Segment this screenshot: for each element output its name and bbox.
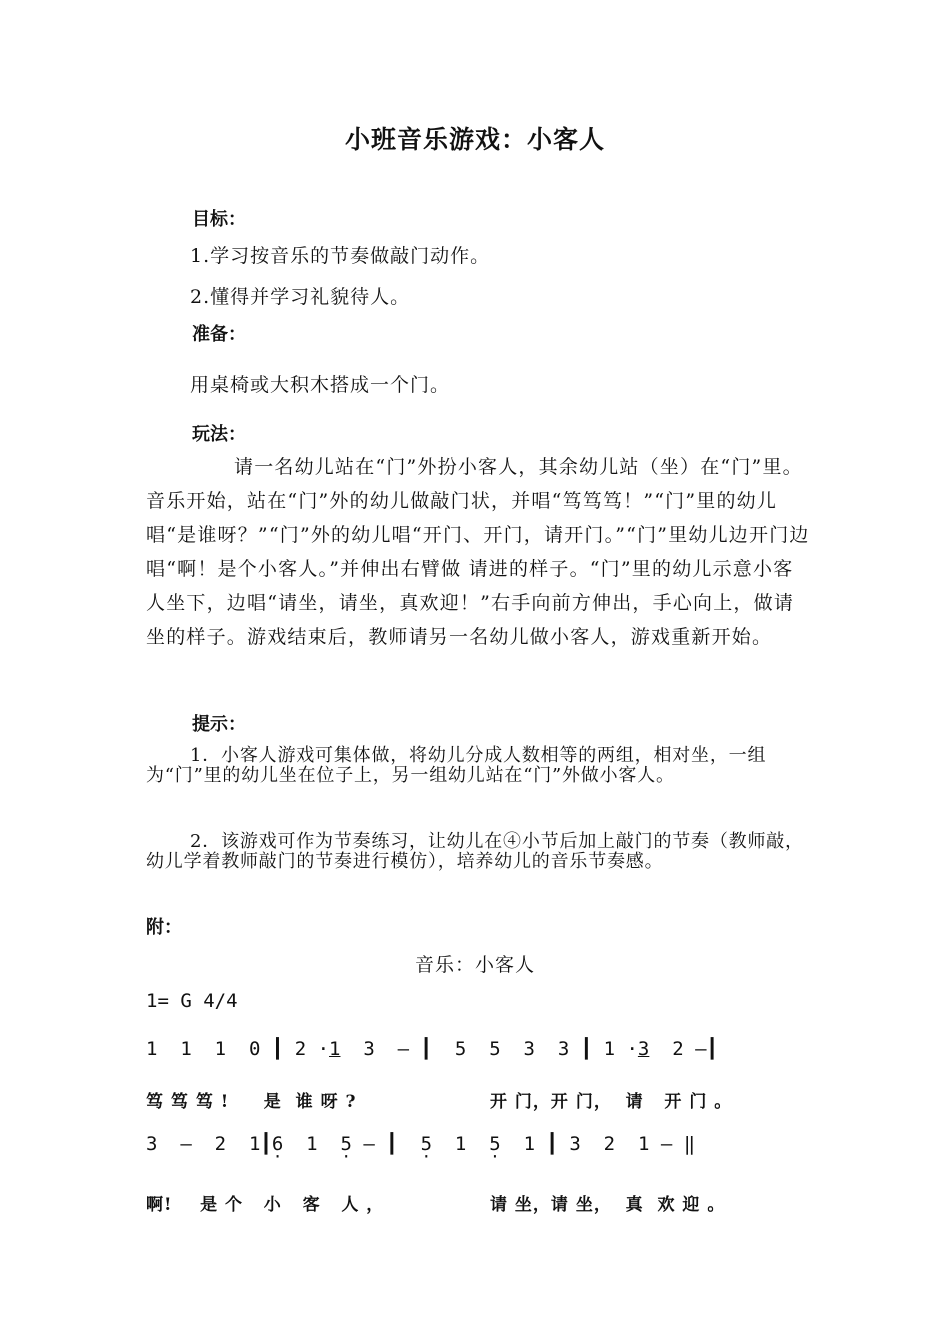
prep-text: 用桌椅或大积木搭成一个门。 [190,374,451,396]
notes-seg-2e: 1 ┃ 3 2 1 — ‖ [500,1133,696,1155]
notes-seg-1b: 3 — ┃ 5 5 3 3 ┃ 1 · [340,1038,638,1060]
score-row-1-lyrics-b: 开 门，开 门， 请 开 门 。 [490,1092,733,1112]
appendix-heading: 附： [146,917,182,938]
notes-seg-1c: 2 —┃ [649,1038,718,1060]
low-note-2: 5 · [341,1133,352,1155]
tips-heading: 提示： [192,714,246,735]
notes-seg-1a: 1 1 1 0 ┃ 2 · [146,1038,330,1060]
play-text: 请一名幼儿站在“门”外扮小客人，其余幼儿站（坐）在“门”里。音乐开始，站在“门”外的幼儿做敲门状，并唱“笃笃笃！”“门”里的幼儿唱“是谁呀？”“门”外的幼儿唱“开门、开门，请开门。”“门”里幼儿边开门边唱“啊！是个小客人。”并伸出右臂做 请进的样子。“门”里的幼儿示意小客人坐下，边唱“请坐，请坐，真欢迎！”右手向前方伸出，手心向上，做请坐的样子。游戏结束后，教师请另一名幼儿做小客人，游戏重新开始。 [146,456,810,648]
goal-item-2: 2.懂得并学习礼貌待人。 [190,286,411,308]
goal-item-1: 1.学习按音乐的节奏做敲门动作。 [190,245,491,267]
score-row-2-lyrics-b: 请 坐，请 坐， 真 欢 迎 。 [490,1195,726,1215]
notes-seg-2d: 1 [432,1133,490,1155]
page-title: 小班音乐游戏：小客人 [344,125,605,154]
tip-item-1: 1．小客人游戏可集体做，将幼儿分成人数相等的两组，相对坐，一组为“门”里的幼儿坐在位子上，另一组幼儿站在“门”外做小客人。 [146,745,767,786]
low-note-3: 5 · [421,1133,432,1155]
score-row-1-lyrics-a: 笃 笃 笃 ! 是 谁 呀 ? [146,1092,357,1112]
score-row-1-notes [146,1038,718,1060]
low-note-1: 6 · [272,1133,283,1155]
notes-seg-2b: 1 [283,1133,341,1155]
prep-heading: 准备： [192,324,246,345]
score-row-2-notes [146,1133,695,1155]
notes-seg-2c: — ┃ [351,1133,421,1155]
tip-item-2: 2．该游戏可作为节奏练习，让幼儿在④小节后加上敲门的节奏（教师敲，幼儿学着教师敲门的节奏进行模仿），培养幼儿的音乐节奏感。 [146,831,804,872]
underlined-note-2: 3 [637,1038,650,1060]
score-row-2-lyrics-a: 啊! 是 个 小 客 人 ， [146,1195,385,1215]
goal-heading: 目标： [192,209,246,230]
music-title: 音乐：小客人 [414,954,535,976]
notes-seg-2a: 3 — 2 1┃ [146,1133,272,1155]
low-note-4: 5 · [489,1133,500,1155]
underlined-note-1: 1 [329,1038,341,1060]
play-heading: 玩法： [192,424,246,445]
key-signature: 1= G 4/4 [146,990,238,1012]
